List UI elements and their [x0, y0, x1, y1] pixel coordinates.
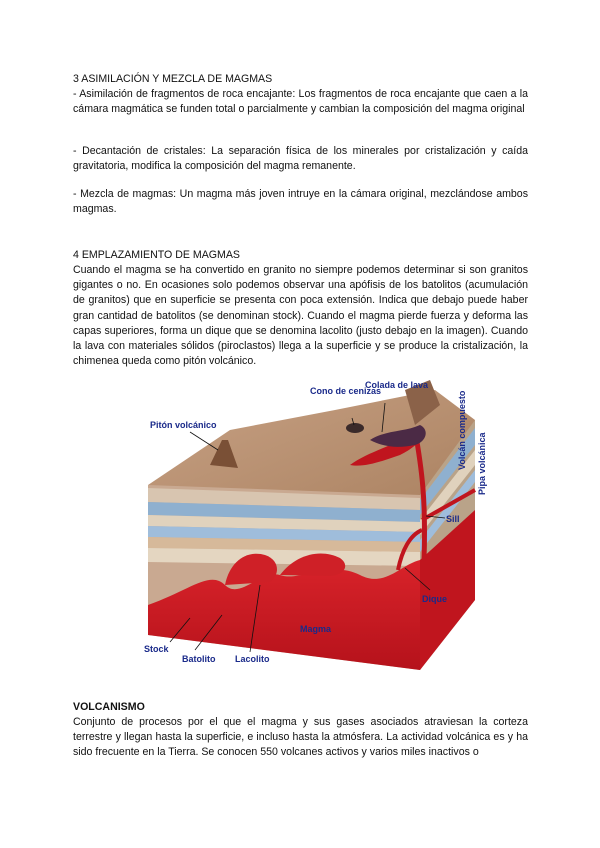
section3-heading: 3 ASIMILACIÓN Y MEZCLA DE MAGMAS: [73, 73, 273, 85]
label-colada: Colada de lava: [365, 380, 429, 390]
label-batolito: Batolito: [182, 654, 216, 664]
label-lacolito: Lacolito: [235, 654, 270, 664]
label-piton: Pitón volcánico: [150, 420, 217, 430]
volcanismo-paragraph-1: Conjunto de procesos por el que el magma y sus gases asociados atraviesan la corteza terrestre y llegan hasta la superficie, e incluso hasta la atmósfera. La actividad volcánica es y ha sido frecuente en la Tierra. Se conocen 550 volcanes activos y varios miles inactivos o: [73, 716, 528, 759]
section3-paragraph-2: - Decantación de cristales: La separación física de los minerales por cristalización y caída gravitatoria, modifica la composición del magma remanente.: [73, 145, 528, 173]
magma-emplacement-diagram: [130, 370, 500, 670]
label-cono: Cono de cenizas: [310, 386, 382, 396]
section4-paragraph-1: Cuando el magma se ha convertido en granito no siempre podemos determinar si son granitos gigantes o no. En ocasiones solo podemos observar una apófisis de los batolitos (acumulación de granitos) que en superficie se presenta con poca extensión. Indica que debajo puede haber gran cantidad de batolitos (se denominan stock). Cuando el magma pierde fuerza y deforma las capas superiores, forma un dique que se denomina lacolito (justo debajo en la imagen). Cuando la lava con materiales sólidos (piroclastos) llega a la superficie y se produce la cristalización, la chimenea queda como pitón volcánico.: [73, 264, 528, 368]
label-pipa: Pipa volcánica: [477, 432, 487, 495]
label-volcan: Volcán compuesto: [457, 390, 467, 470]
label-sill: Sill: [446, 514, 460, 524]
cinder-cone-shape: [346, 423, 364, 433]
label-magma: Magma: [300, 624, 332, 634]
label-dique: Dique: [422, 594, 448, 604]
section3-paragraph-1: - Asimilación de fragmentos de roca encajante: Los fragmentos de roca encajante que caen a la cámara magmática se funden total o parcialmente y cambian la composición del magma original: [73, 88, 528, 116]
volcanismo-heading: VOLCANISMO: [73, 701, 145, 713]
label-stock: Stock: [144, 644, 169, 654]
section3-paragraph-3: - Mezcla de magmas: Un magma más joven intruye en la cámara original, mezclándose ambos magmas.: [73, 188, 528, 216]
section4-heading: 4 EMPLAZAMIENTO DE MAGMAS: [73, 249, 240, 261]
